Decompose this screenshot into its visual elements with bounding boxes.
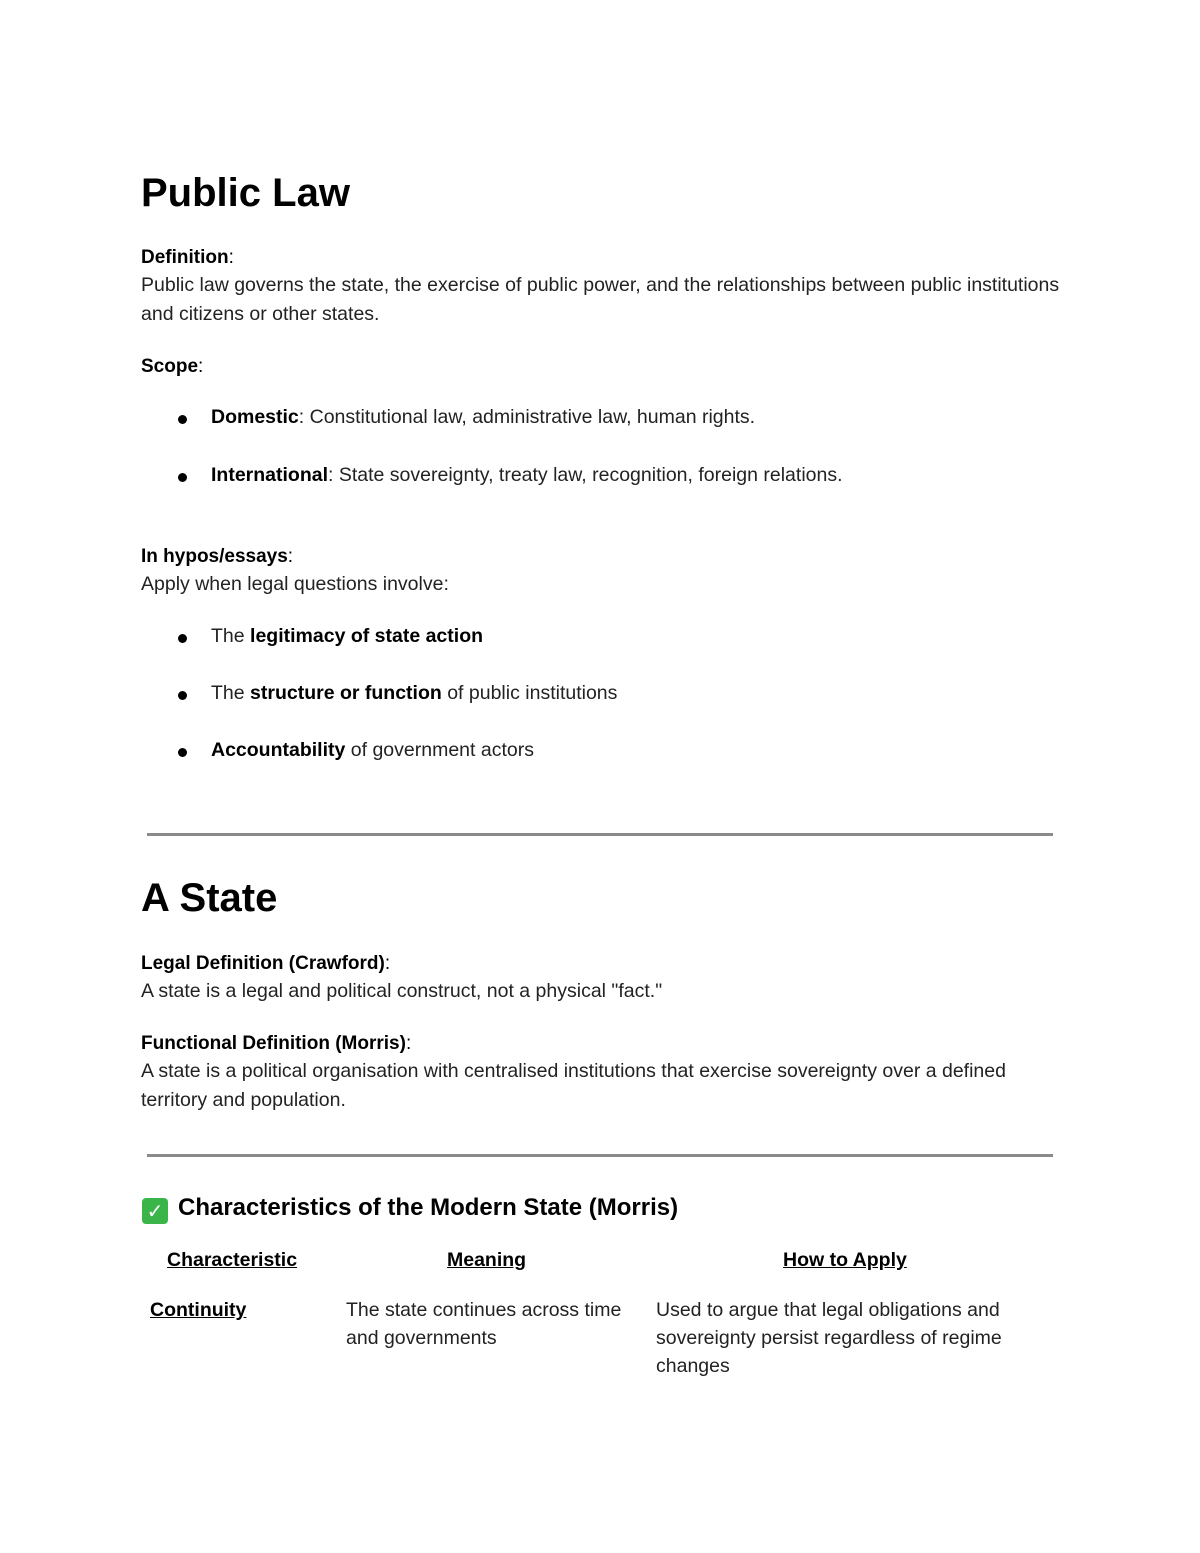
bullet-icon — [178, 691, 187, 700]
bullet-icon — [178, 473, 187, 482]
scope-item-international: International: State sovereignty, treaty law, recognition, foreign relations. — [211, 464, 843, 486]
definition-text: Public law governs the state, the exercise of public power, and the relationships between public institutions and citizens or other states. — [141, 274, 1060, 325]
hypos-label: In hypos/essays: — [141, 546, 294, 567]
characteristics-heading: ✓ Characteristics of the Modern State (Morris) — [142, 1196, 678, 1224]
table-cell-characteristic: Continuity — [150, 1299, 247, 1321]
horizontal-rule — [147, 833, 1053, 836]
column-header-characteristic: Characteristic — [167, 1249, 298, 1271]
legal-definition-text: A state is a legal and political construct, not a physical "fact." — [141, 980, 663, 1002]
bullet-icon — [178, 748, 187, 757]
bullet-icon — [178, 634, 187, 643]
hypos-item-legitimacy: The legitimacy of state action — [211, 625, 484, 647]
page-title: Public Law — [141, 171, 350, 215]
check-mark-icon: ✓ — [142, 1198, 168, 1224]
functional-definition-label: Functional Definition (Morris): — [141, 1033, 412, 1054]
scope-label: Scope: — [141, 356, 204, 377]
hypos-item-structure: The structure or function of public institutions — [211, 682, 618, 704]
hypos-item-accountability: Accountability of government actors — [211, 739, 534, 761]
table-cell-meaning: The state continues across time and governments — [346, 1299, 622, 1349]
horizontal-rule — [147, 1154, 1053, 1157]
column-header-meaning: Meaning — [447, 1249, 527, 1271]
bullet-icon — [178, 415, 187, 424]
table-cell-how-to-apply: Used to argue that legal obligations and sovereignty persist regardless of regime changes — [656, 1299, 1002, 1377]
legal-definition-label: Legal Definition (Crawford): — [141, 953, 391, 974]
section-title-state: A State — [141, 876, 278, 920]
hypos-intro: Apply when legal questions involve: — [141, 573, 449, 595]
functional-definition-text: A state is a political organisation with centralised institutions that exercise sovereignty over a defined territory and population. — [141, 1060, 1006, 1111]
column-header-how-to-apply: How to Apply — [783, 1249, 907, 1271]
definition-label: Definition: — [141, 247, 234, 268]
scope-item-domestic: Domestic: Constitutional law, administrative law, human rights. — [211, 406, 756, 428]
